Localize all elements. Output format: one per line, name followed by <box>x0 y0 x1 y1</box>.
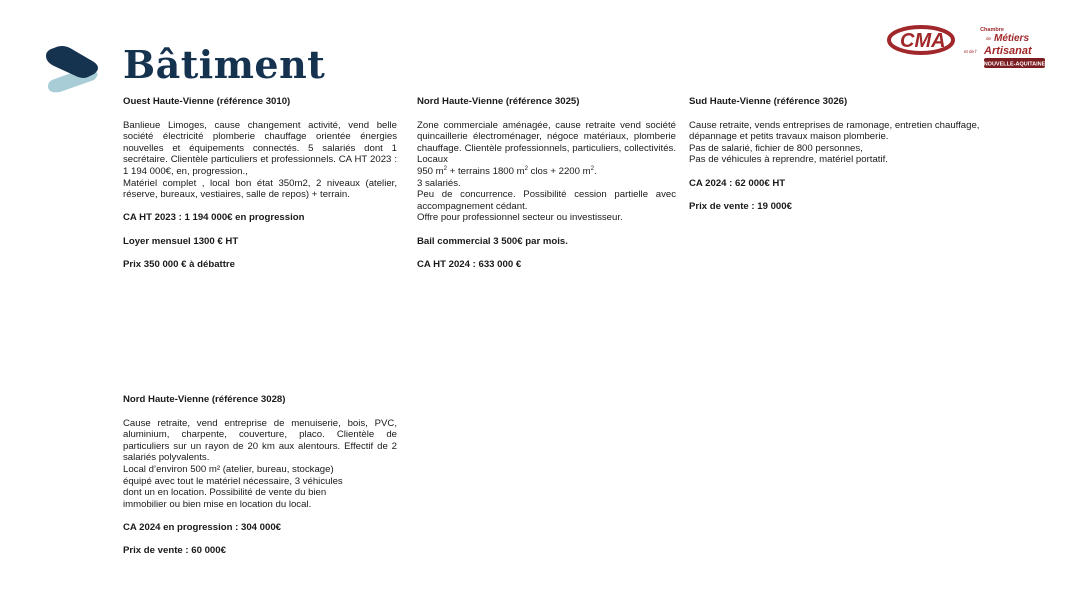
body-text: Banlieue Limoges, cause changement activité, vend belle société électricité plomberie chauffage orientée énergies nouvelles et équipements connectés. 5 salariés dont 1 secrétaire. Clientèle particuliers et professionnels. CA HT 2023 : 1 194 000€, en, progression., <box>123 119 397 177</box>
cma-line2-prefix: de <box>986 36 992 41</box>
body-text: Zone commerciale aménagée, cause retraite vend société quincaillerie électroménager, négoce matériaux, plomberie chauffage. Clientèle professionnels, particuliers, collectivités. Locaux <box>417 119 676 166</box>
body-text: 3 salariés. <box>417 177 461 189</box>
body-text: Cause retraite, vend entreprise de menuiserie, bois, PVC, aluminium, charpente, couverture, placo. Clientèle de particuliers sur un rayon de 20 km aux alentours. Effectif de 2 salariés polyvalents. <box>123 417 397 464</box>
cma-line2: Métiers <box>994 33 1030 44</box>
listing-3010 <box>123 96 397 270</box>
listing-body <box>123 418 397 511</box>
cma-line3-prefix: et de l' <box>964 49 978 54</box>
listing-price: Prix de vente : 60 000€ <box>123 545 226 557</box>
listing-heading: Sud Haute-Vienne (référence 3026) <box>689 96 848 107</box>
listing-revenue: CA 2024 : 62 000€ HT <box>689 177 786 189</box>
body-text: Offre pour professionnel secteur ou investisseur. <box>417 212 623 224</box>
listing-price: Prix de vente : 19 000€ <box>689 200 792 212</box>
cma-line3: Artisanat <box>984 45 1032 57</box>
listing-3026 <box>689 96 989 212</box>
listing-price: Prix 350 000 € à débattre <box>123 258 235 270</box>
listing-revenue: CA 2024 en progression : 304 000€ <box>123 521 282 533</box>
area-line: 950 $m^2$ + terrains 1800 $m^2$ clos + 2200 $m^2$. <box>417 165 597 177</box>
listing-revenue: CA HT 2024 : 633 000 € <box>417 258 522 270</box>
listing-heading: Ouest Haute-Vienne (référence 3010) <box>123 96 291 107</box>
arrow-logo-icon <box>44 44 102 94</box>
listing-3028 <box>123 394 397 557</box>
listing-3025 <box>417 96 676 270</box>
page-title: Bâtiment <box>123 42 326 87</box>
body-text: Pas de salarié, fichier de 800 personnes, <box>689 142 863 154</box>
body-text: équipé avec tout le matériel nécessaire, 3 véhicules <box>123 475 343 487</box>
listing-heading: Nord Haute-Vienne (référence 3028) <box>123 394 286 405</box>
listing-lease: Bail commercial 3 500€ par mois. <box>417 235 568 247</box>
body-text: Peu de concurrence. Possibilité cession partielle avec accompagnement cédant. <box>417 189 676 212</box>
cma-region: NOUVELLE-AQUITAINE <box>983 61 1046 68</box>
body-text: Cause retraite, vends entreprises de ramonage, entretien chauffage, dépannage et petits travaux maison plomberie. <box>689 119 980 143</box>
listing-revenue: CA HT 2023 : 1 194 000€ en progression <box>123 212 305 224</box>
cma-brand: CMA <box>900 30 946 52</box>
listing-body <box>689 120 989 166</box>
body-text: immobilier ou bien mise en location du local. <box>123 498 312 510</box>
body-text: Local d’environ 500 m² (atelier, bureau, stockage) <box>123 463 334 475</box>
cma-logo <box>886 20 1051 76</box>
body-text: dont un en location. Possibilité de vente du bien <box>123 487 327 499</box>
listing-heading: Nord Haute-Vienne (référence 3025) <box>417 96 580 107</box>
body-text: Pas de véhicules à reprendre, matériel portatif. <box>689 154 888 166</box>
listing-rent: Loyer mensuel 1300 € HT <box>123 235 239 247</box>
listing-body <box>123 120 397 201</box>
body-text: Matériel complet , local bon état 350m2, 2 niveaux (atelier, réserve, bureaux, vestiaires, salle de repos) + terrain. <box>123 177 397 201</box>
listing-body <box>417 120 676 224</box>
cma-line1: Chambre <box>980 27 1004 33</box>
